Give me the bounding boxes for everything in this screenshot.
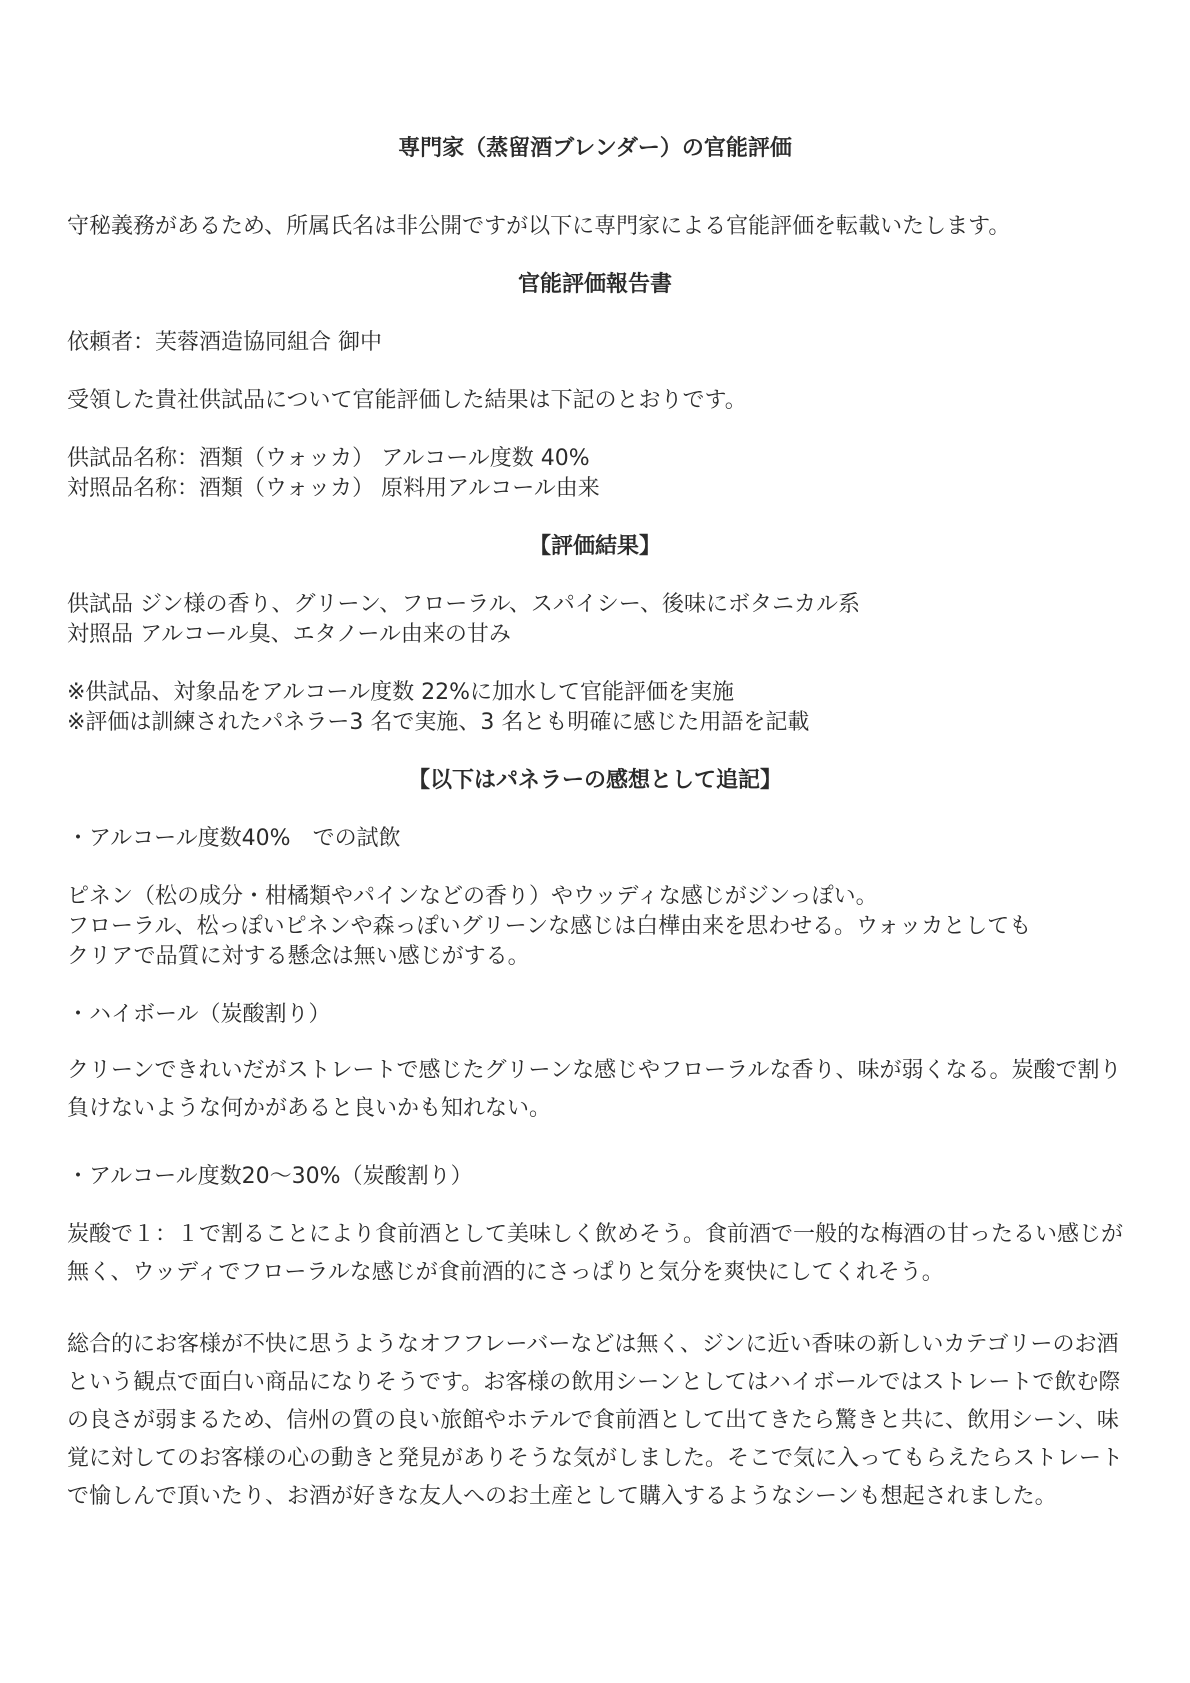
result-sample: 供試品 ジン様の香り、グリーン、フローラル、スパイシー、後味にボタニカル系 [67, 592, 860, 617]
section3-text: 炭酸で１：１で割ることにより食前酒として美味しく飲めそう。食前酒で一般的な梅酒の甘ったるい感じが無く、ウッディでフローラルな感じが食前酒的にさっぱりと気分を爽快にしてくれそう。 [67, 1222, 1124, 1285]
control-name: 対照品名称：酒類（ウォッカ） 原料用アルコール由来 [67, 476, 600, 501]
section1-line: クリアで品質に対する懸念は無い感じがする。 [67, 944, 530, 969]
requester-line: 依頼者：芙蓉酒造協同組合 御中 [67, 330, 382, 355]
section1-line: フローラル、松っぽいピネンや森っぽいグリーンな感じは白樺由来を思わせる。ウォッカとしても [67, 914, 1032, 939]
sample-name: 供試品名称：酒類（ウォッカ） アルコール度数 40% [67, 446, 590, 471]
results-heading: 【評価結果】 [528, 534, 661, 559]
received-note: 受領した貴社供試品について官能評価した結果は下記のとおりです。 [67, 388, 747, 413]
panel-heading: 【以下はパネラーの感想として追記】 [407, 768, 782, 793]
report-title: 官能評価報告書 [517, 272, 672, 297]
document-title: 専門家（蒸留酒ブレンダー）の官能評価 [398, 136, 792, 161]
note-item: ※評価は訓練されたパネラー3 名で実施、3 名とも明確に感じた用語を記載 [67, 710, 810, 735]
section2-text: クリーンできれいだがストレートで感じたグリーンな感じやフローラルな香り、味が弱くなる。炭酸で割り負けないような何かがあると良いかも知れない。 [67, 1058, 1122, 1121]
note-item: ※供試品、対象品をアルコール度数 22%に加水して官能評価を実施 [67, 680, 735, 705]
section2-heading: ・ハイボール（炭酸割り） [67, 1002, 331, 1027]
intro-text: 守秘義務があるため、所属氏名は非公開ですが以下に専門家による官能評価を転載いたします。 [67, 214, 1011, 239]
section3-heading: ・アルコール度数20〜30%（炭酸割り） [67, 1164, 473, 1189]
section1-heading: ・アルコール度数40% での試飲 [67, 826, 401, 851]
result-control: 対照品 アルコール臭、エタノール由来の甘み [67, 622, 511, 647]
summary-text: 総合的にお客様が不快に思うようなオフフレーバーなどは無く、ジンに近い香味の新しいカテゴリーのお酒という観点で面白い商品になりそうです。お客様の飲用シーンとしてはハイボールではストレートで飲む際の良さが弱まるため、信州の質の良い旅館やホテルで食前酒として出てきたら驚きと共に、飲用シーン、味覚に対してのお客様の心の動きと発見がありそうな気がしました。そこで気に入ってもらえたらストレートで愉しんで頂いたり、お酒が好きな友人へのお土産として購入するようなシーンも想起されました。 [67, 1332, 1124, 1509]
section1-line: ピネン（松の成分・柑橘類やパインなどの香り）やウッディな感じがジンっぽい。 [67, 884, 878, 909]
